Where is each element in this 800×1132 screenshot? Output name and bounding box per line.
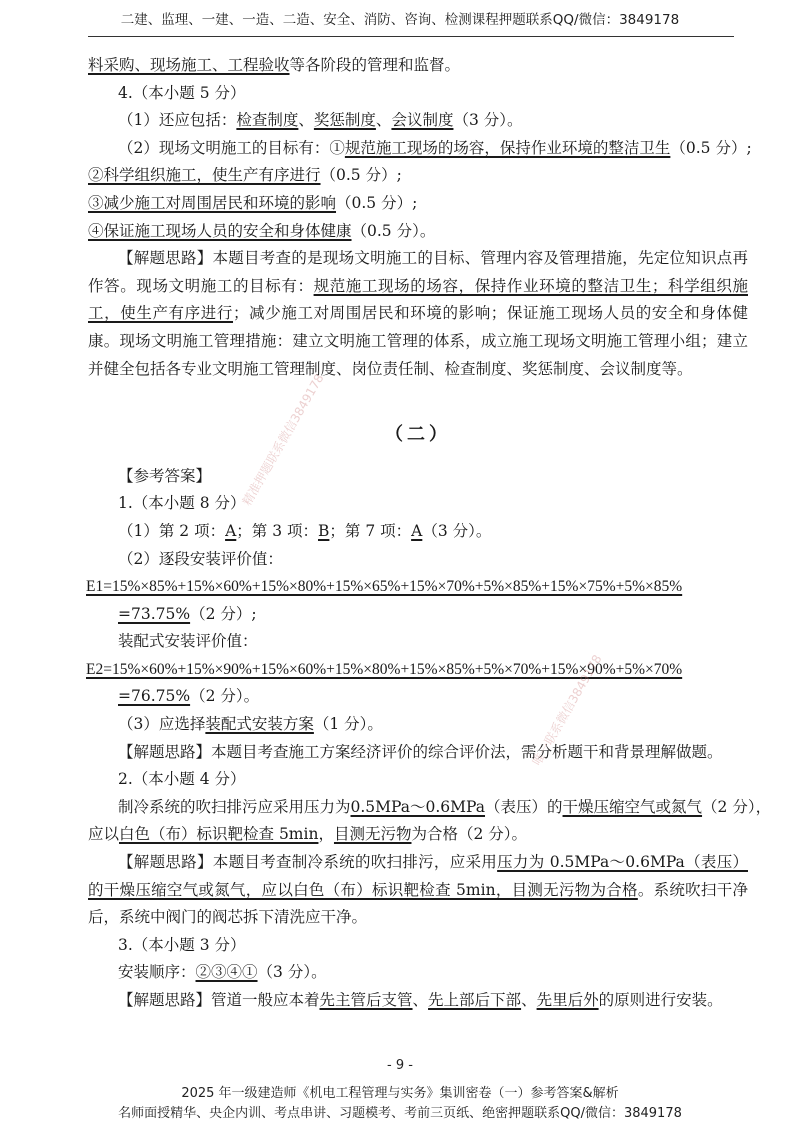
q4-answer-1: （1）还应包括：检查制度、奖惩制度、会议制度（3 分）。 <box>118 111 523 130</box>
watermark: 唯一联系微信3849178 <box>529 652 605 768</box>
question-2-title: 2.（本小题 4 分） <box>118 770 246 789</box>
footer-contact: 名师面授精华、央企内训、考点串讲、习题模考、考前三页纸、绝密押题联系QQ/微信：3849178 <box>118 1106 682 1121</box>
underlined-text: 料采购、现场施工、工程验收 <box>88 56 290 74</box>
q2-answer-line2: 应以白色（布）标识靶检查 5min，目测无污物为合格（2 分）。 <box>88 825 528 844</box>
question-4-title: 4.（本小题 5 分） <box>118 83 246 102</box>
header-rule <box>88 36 734 37</box>
document-body <box>86 52 772 1015</box>
q1-answer-1: （1）第 2 项：A；第 3 项：B；第 7 项：A（3 分）。 <box>118 521 492 540</box>
q4-answer-2c: ③减少施工对周围居民和环境的影响（0.5 分）; <box>88 193 418 212</box>
e1-formula: E1=15%×85%+15%×60%+15%×80%+15%×65%+15%×70%+5%×85%+15%×75%+5%×85% <box>86 578 683 596</box>
section-title: （二） <box>385 424 451 446</box>
e2-formula: E2=15%×60%+15%×90%+15%×60%+15%×80%+15%×85%+5%×70%+15%×90%+5%×70% <box>86 660 683 678</box>
q1-answer-3: （3）应选择装配式安装方案（1 分）。 <box>118 715 383 734</box>
q4-answer-2: （2）现场文明施工的目标有：①规范施工现场的场容，保持作业环境的整洁卫生（0.5 分）; <box>118 138 752 157</box>
watermark: 精准押题联系微信3849178 <box>239 371 327 508</box>
q1-answer-2-title: （2）逐段安装评价值： <box>118 549 283 568</box>
q1-analysis: 【解题思路】本题目考查施工方案经济评价的综合评价法，需分析题干和背景理解做题。 <box>118 742 723 761</box>
question-3-title: 3.（本小题 3 分） <box>118 935 246 954</box>
q2-answer-line1: 制冷系统的吹扫排污应采用压力为0.5MPa～0.6MPa（表压）的干燥压缩空气或氮气（2 分）， <box>118 797 772 816</box>
page-header: 二建、监理、一建、一造、二造、安全、消防、咨询、检测课程押题联系QQ/微信：3849178 <box>120 12 680 28</box>
footer-title: 2025 年一级建造师《机电工程管理与实务》集训密卷（一）参考答案&解析 <box>181 1086 619 1101</box>
question-1-title: 1.（本小题 8 分） <box>118 494 246 513</box>
reference-answer-label: 【参考答案】 <box>118 466 212 485</box>
paragraph: 料采购、现场施工、工程验收等各阶段的管理和监督。 <box>88 56 461 74</box>
e2-result: =76.75%（2 分）。 <box>118 687 260 706</box>
q4-answer-2d: ④保证施工现场人员的安全和身体健康（0.5 分）。 <box>88 221 436 240</box>
q4-analysis: 【解题思路】本题目考查的是现场文明施工的目标、管理内容及管理措施，先定位知识点再作答。现场文明施工的目标有：规范施工现场的场容，保持作业环境的整洁卫生；科学组织施工，使生产有序进行；减少施工对周围居民和环境的影响；保证施工现场人员的安全和身体健康。现场文明施工管理措施：建立文明施工管理的体系，成立施工现场文明施工管理小组；建立并健全包括各专业文明施工管理制度、岗位责任制、检查制度、奖惩制度、会议制度等。 <box>88 249 748 378</box>
q4-answer-2b: ②科学组织施工，使生产有序进行（0.5 分）; <box>88 166 402 185</box>
page-number: - 9 - <box>387 1058 413 1073</box>
q3-answer: 安装顺序：②③④①（3 分）。 <box>118 963 327 982</box>
e1-result: =73.75%（2 分）; <box>118 604 257 623</box>
q2-analysis: 【解题思路】本题目考查制冷系统的吹扫排污，应采用压力为 0.5MPa～0.6MPa（表压）的干燥压缩空气或氮气，应以白色（布）标识靶检查 5min，目测无污物为合格。系统吹扫干净后，系统中阀门的阀芯拆下清洗应干净。 <box>88 853 748 927</box>
q3-analysis: 【解题思路】管道一般应本着先主管后支管、先上部后下部、先里后外的原则进行安装。 <box>118 991 723 1009</box>
prefab-title: 装配式安装评价值： <box>118 632 258 651</box>
